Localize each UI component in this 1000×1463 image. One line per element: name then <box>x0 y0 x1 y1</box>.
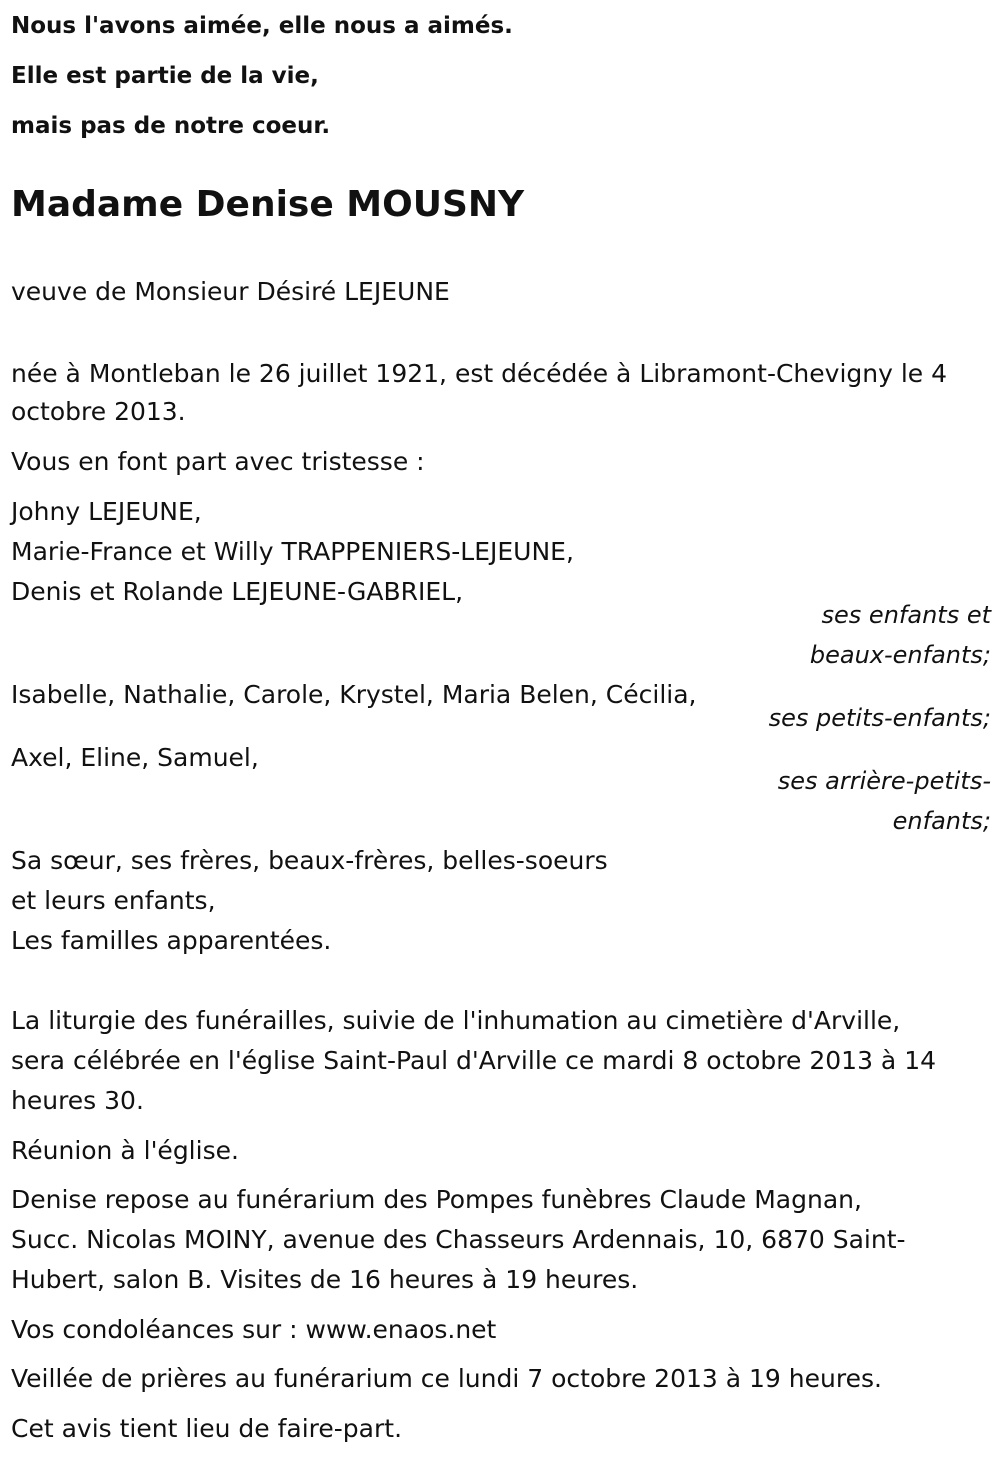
liturgy-line: La liturgie des funérailles, suivie de l'inhumation au cimetière d'Arville, <box>11 1006 901 1035</box>
family-line: et leurs enfants, <box>11 886 216 915</box>
condolences-line: Vos condoléances sur : www.enaos.net <box>11 1315 497 1344</box>
child-name: Marie-France et Willy TRAPPENIERS-LEJEUNE, <box>11 537 574 566</box>
child-name: Denis et Rolande LEJEUNE-GABRIEL, <box>11 577 464 606</box>
family-line: Sa sœur, ses frères, beaux-frères, belles-soeurs <box>11 846 608 875</box>
quote-line-1: Nous l'avons aimée, elle nous a aimés. <box>11 13 513 39</box>
grandchildren-role: ses petits-enfants; <box>768 704 991 732</box>
liturgy-line: heures 30. <box>11 1086 144 1115</box>
great-grandchildren-role-line-2: enfants; <box>892 807 991 835</box>
liturgy-line: sera célébrée en l'église Saint-Paul d'Arville ce mardi 8 octobre 2013 à 14 <box>11 1046 936 1075</box>
announce-line: Vous en font part avec tristesse : <box>11 447 425 476</box>
rest-line: Hubert, salon B. Visites de 16 heures à 19 heures. <box>11 1265 639 1294</box>
birth-line-1: née à Montleban le 26 juillet 1921, est décédée à Libramont-Chevigny le 4 <box>11 359 948 388</box>
children-role-line-2: beaux-enfants; <box>809 641 991 669</box>
great-grandchildren-role-line-1: ses arrière-petits- <box>777 767 991 795</box>
quote-line-3: mais pas de notre coeur. <box>11 113 331 139</box>
great-grandchildren-names: Axel, Eline, Samuel, <box>11 743 259 772</box>
child-name: Johny LEJEUNE, <box>11 497 202 526</box>
grandchildren-names: Isabelle, Nathalie, Carole, Krystel, Maria Belen, Cécilia, <box>11 680 697 709</box>
family-line: Les familles apparentées. <box>11 926 332 955</box>
children-role-line-1: ses enfants et <box>821 601 991 629</box>
quote-line-2: Elle est partie de la vie, <box>11 63 319 89</box>
birth-line-2: octobre 2013. <box>11 397 186 426</box>
widow-line: veuve de Monsieur Désiré LEJEUNE <box>11 277 450 306</box>
deceased-name: Madame Denise MOUSNY <box>11 184 525 225</box>
notice-line: Cet avis tient lieu de faire-part. <box>11 1414 403 1443</box>
rest-line: Succ. Nicolas MOINY, avenue des Chasseurs Ardennais, 10, 6870 Saint- <box>11 1225 906 1254</box>
vigil-line: Veillée de prières au funérarium ce lundi 7 octobre 2013 à 19 heures. <box>11 1364 882 1393</box>
meeting-line: Réunion à l'église. <box>11 1136 239 1165</box>
rest-line: Denise repose au funérarium des Pompes funèbres Claude Magnan, <box>11 1185 862 1214</box>
